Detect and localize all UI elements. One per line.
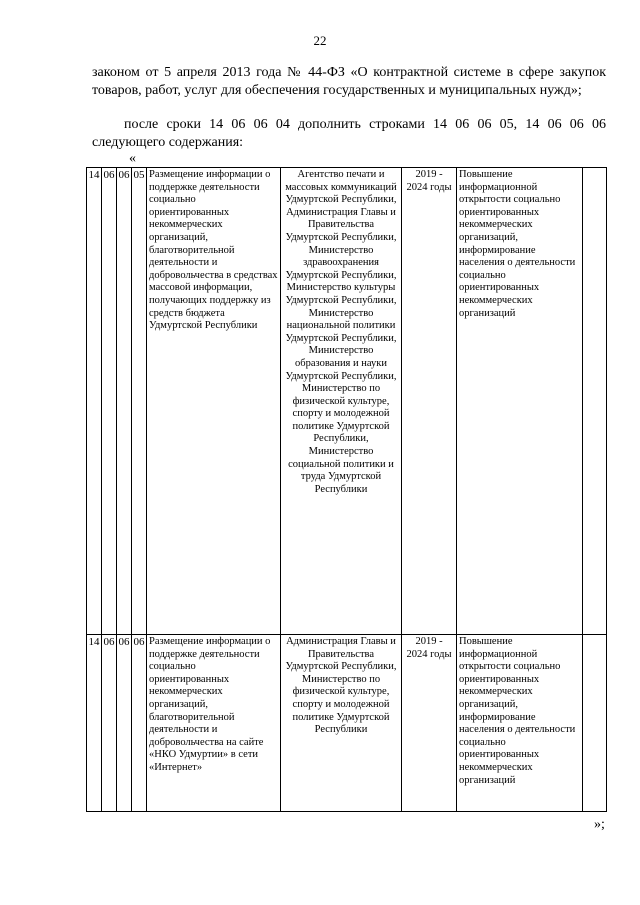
code-cell: 06 — [102, 635, 117, 812]
empty-cell — [583, 635, 607, 812]
table-row — [87, 168, 607, 635]
code-cell: 06 — [132, 635, 147, 812]
opening-quote: « — [129, 151, 136, 166]
measures-table — [86, 167, 607, 812]
paragraph-amendment: после сроки 14 06 06 04 дополнить строками 14 06 06 05, 14 06 06 06 следующего содержания: — [92, 117, 606, 150]
measure-name-cell: Размещение информации о поддержке деятельности социально ориентированных некоммерческих организаций, благотворительной деятельности и добровольчества на сайте «НКО Удмуртии» в сети «Интернет» — [147, 635, 281, 812]
page-number: 22 — [313, 33, 327, 48]
closing-quote: »; — [594, 817, 605, 832]
executors-cell: Администрация Главы и Правительства Удмуртской Республики, Министерство по физической культуре, спорту и молодежной политике Удмуртской Республики — [281, 635, 402, 812]
code-cell: 06 — [117, 635, 132, 812]
expected-result-cell: Повышение информационной открытости социально ориентированных некоммерческих организаций, информирование населения о деятельности социально ориентированных некоммерческих организаций — [457, 635, 583, 812]
code-cell: 14 — [87, 635, 102, 812]
measure-name-cell: Размещение информации о поддержке деятельности социально ориентированных некоммерческих организаций, благотворительной деятельности и добровольчества в средствах массовой информации, получающих поддержку из средств бюджета Удмуртской Республики — [147, 168, 281, 635]
code-cell: 06 — [102, 168, 117, 635]
table-row — [87, 635, 607, 812]
empty-cell — [583, 168, 607, 635]
code-cell: 06 — [117, 168, 132, 635]
code-cell: 14 — [87, 168, 102, 635]
executors-cell: Агентство печати и массовых коммуникаций Удмуртской Республики, Администрация Главы и Правительства Удмуртской Республики, Министерство здравоохранения Удмуртской Республики, Министерство культуры Удмуртской Республики, Министерство национальной политики Удмуртской Республики, Министерство образования и науки Удмуртской Республики, Министерство по физической культуре, спорту и молодежной политике Удмуртской Республики, Министерство социальной политики и труда Удмуртской Республики — [281, 168, 402, 635]
expected-result-cell: Повышение информационной открытости социально ориентированных некоммерческих организаций, информирование населения о деятельности социально ориентированных некоммерческих организаций — [457, 168, 583, 635]
period-cell: 2019 - 2024 годы — [402, 635, 457, 812]
paragraph-law-reference: законом от 5 апреля 2013 года № 44-ФЗ «О контрактной системе в сфере закупок товаров, работ, услуг для обеспечения государственных и муниципальных нужд»; — [92, 65, 606, 98]
period-cell: 2019 - 2024 годы — [402, 168, 457, 635]
code-cell: 05 — [132, 168, 147, 635]
